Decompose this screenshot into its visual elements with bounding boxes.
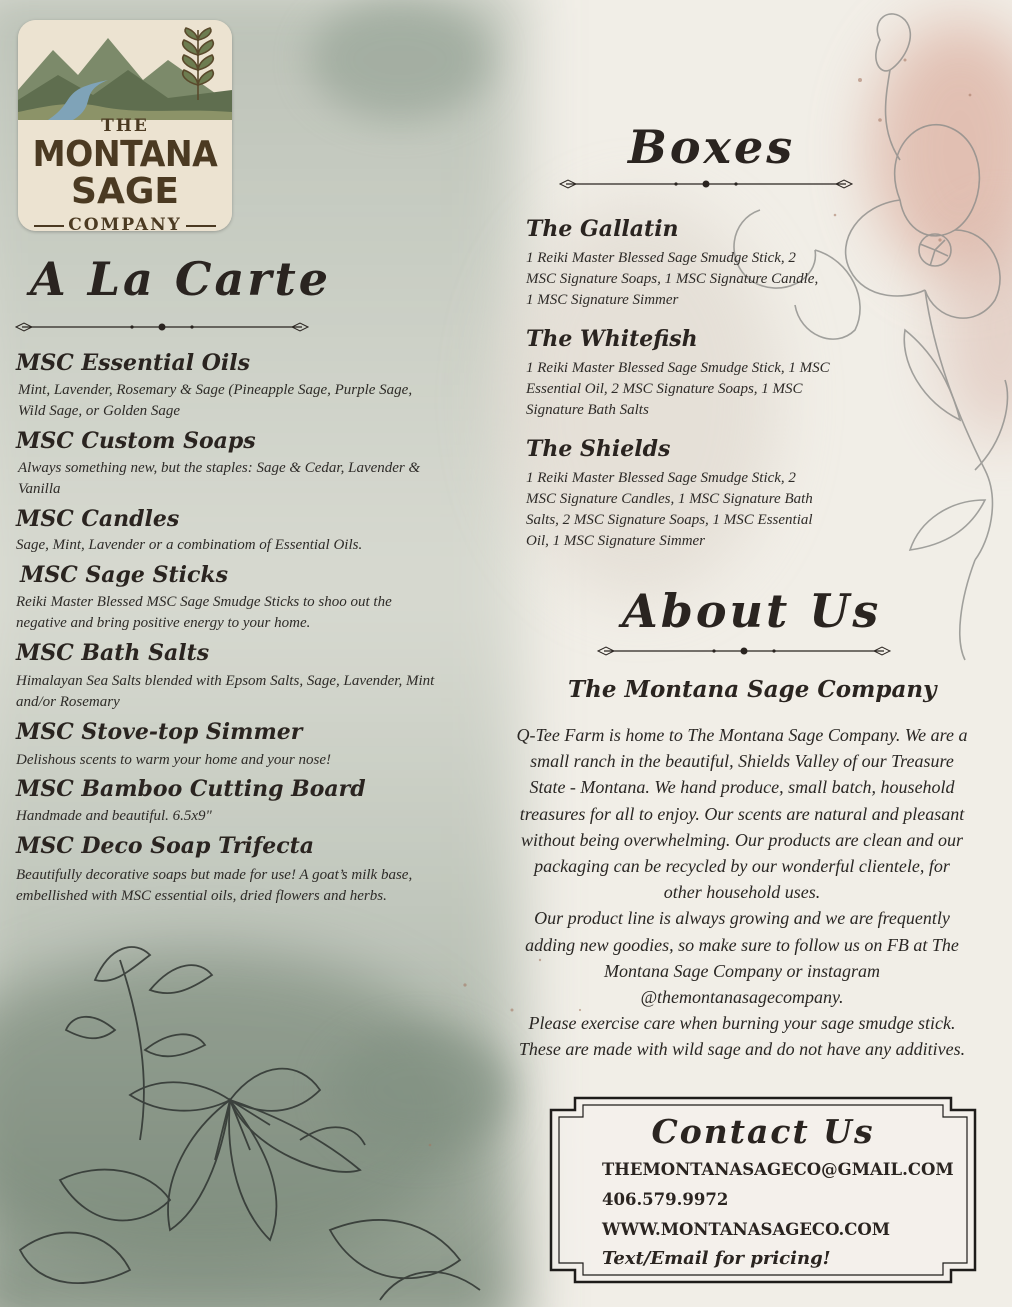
product-title: MSC Sage Sticks (20, 562, 229, 588)
company-logo (18, 20, 232, 231)
box-title: The Gallatin (526, 216, 679, 242)
product-description: Delishous scents to warm your home and your nose! (16, 752, 331, 768)
logo-rule-right (186, 225, 216, 227)
product-title: MSC Bath Salts (16, 640, 210, 666)
product-title: MSC Essential Oils (16, 350, 250, 376)
about-paragraph: Our product line is always growing and we are frequently adding new goodies, so make sure to follow us on FB at The Montana Sage Company or instagram @themontanasagecompany. (525, 908, 959, 1008)
product-description: Always something new, but the staples: Sage & Cedar, Lavender & Vanilla (18, 460, 421, 497)
about-heading: About Us (622, 584, 882, 638)
about-subheading: The Montana Sage Company (568, 676, 937, 703)
contact-phone[interactable]: 406.579.9972 (602, 1190, 729, 1209)
contact-email[interactable]: THEMONTANASAGECO@GMAIL.COM (602, 1160, 954, 1179)
product-title: MSC Deco Soap Trifecta (16, 833, 315, 859)
product-description: Sage, Mint, Lavender or a combinatiom of Essential Oils. (16, 537, 363, 553)
ornament-divider (594, 644, 894, 658)
box-title: The Whitefish (526, 326, 698, 352)
box-title: The Shields (526, 436, 671, 462)
product-title: MSC Bamboo Cutting Board (16, 776, 366, 802)
product-title: MSC Custom Soaps (16, 428, 256, 454)
contact-heading: Contact Us (651, 1112, 875, 1151)
product-description: Beautifully decorative soaps but made for use! A goat’s milk base, embellished with MSC essential oils, dried flowers and herbs. (16, 867, 413, 904)
logo-line-the: THE (101, 116, 149, 136)
logo-line-company: COMPANY (68, 215, 182, 231)
product-description: Reiki Master Blessed MSC Sage Smudge Sticks to shoo out the negative and bring positive energy to your home. (16, 594, 392, 631)
ornament-divider (12, 320, 312, 334)
contact-website[interactable]: WWW.MONTANASAGECO.COM (602, 1220, 890, 1239)
product-title: MSC Candles (16, 506, 180, 532)
logo-line-montana: MONTANA (32, 134, 218, 175)
product-description: Mint, Lavender, Rosemary & Sage (Pineapple Sage, Purple Sage, Wild Sage, or Golden Sage (18, 382, 413, 419)
box-description: 1 Reiki Master Blessed Sage Smudge Stick, 1 MSC Essential Oil, 2 MSC Signature Soaps, 1 MSC Signature Bath Salts (526, 360, 830, 418)
box-description: 1 Reiki Master Blessed Sage Smudge Stick, 2 MSC Signature Candles, 1 MSC Signature Bath Salts, 2 MSC Signature Soaps, 1 MSC Essential Oil, 1 MSC Signature Simmer (526, 470, 813, 549)
about-paragraph: Q-Tee Farm is home to The Montana Sage Company. We are a small ranch in the beautiful, Shields Valley of our Treasure State - Montana. We hand produce, small batch, household treasures for all to enjoy. Our scents are natural and pleasant without being overwhelming. Our products are clean and our packaging can be recycled by our wonderful clientele, for other household uses. (516, 725, 968, 903)
product-description: Himalayan Sea Salts blended with Epsom Salts, Sage, Lavender, Mint and/or Rosemary (16, 673, 435, 710)
about-paragraph: Please exercise care when burning your sage smudge stick. These are made with wild sage and do not have any additives. (518, 1013, 966, 1060)
ornament-divider (556, 177, 856, 191)
a-la-carte-heading: A La Carte (30, 252, 332, 306)
product-title: MSC Stove-top Simmer (16, 719, 303, 745)
boxes-heading: Boxes (628, 120, 796, 174)
box-description: 1 Reiki Master Blessed Sage Smudge Stick, 2 MSC Signature Soaps, 1 MSC Signature Candle, 1 MSC Signature Simmer (526, 250, 819, 308)
contact-pricing-note: Text/Email for pricing! (602, 1248, 831, 1269)
about-body (516, 722, 968, 1063)
product-description: Handmade and beautiful. 6.5x9" (16, 808, 212, 824)
logo-line-sage: SAGE (71, 171, 179, 212)
